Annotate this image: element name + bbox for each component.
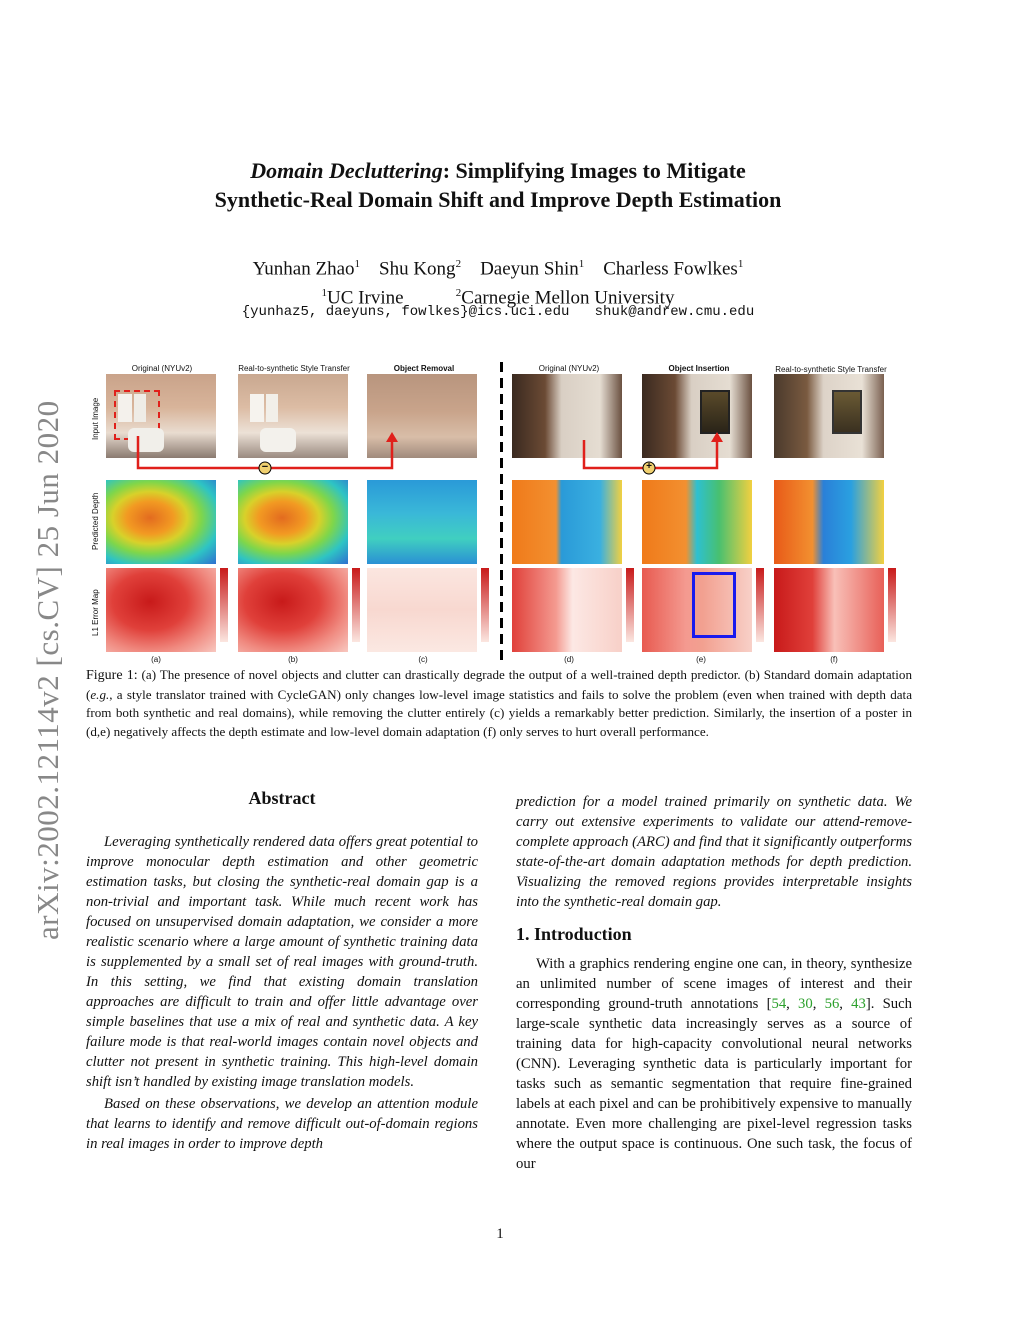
sep: , xyxy=(786,996,799,1012)
caption-text: (a) The presence of novel objects and clutter can drastically degrade the output of a well-trained depth predictor. (b) Standard domain adaptation ( xyxy=(86,667,913,702)
highlight-box xyxy=(692,572,736,638)
abstract-paragraph: Based on these observations, we develop an attention module that learns to identify and remove difficult out-of-domain regions in real images in order to improve depth xyxy=(86,1096,478,1152)
col-head: Real-to-synthetic Style Transfer xyxy=(238,364,350,373)
plus-sign: + xyxy=(646,461,652,472)
error-map-a xyxy=(106,568,216,652)
citation-link[interactable]: 43 xyxy=(851,996,866,1012)
depth-map-a xyxy=(106,480,216,564)
abstract-heading: Abstract xyxy=(248,788,316,808)
col-head: Original (NYUv2) xyxy=(131,364,193,373)
colorbar xyxy=(352,568,360,642)
col-head: Object Insertion xyxy=(668,364,730,373)
author: Yunhan Zhao xyxy=(252,258,355,280)
sep: , xyxy=(839,996,852,1012)
author: Daeyun Shin xyxy=(480,258,579,280)
paper-title xyxy=(150,156,846,214)
title-italic: Domain Decluttering xyxy=(250,158,443,183)
title-line2: Synthetic-Real Domain Shift and Improve Depth Estimation xyxy=(214,187,782,212)
caption-eg: e.g. xyxy=(90,686,110,702)
row-label: L1 Error Map xyxy=(91,589,100,636)
arrow-head xyxy=(711,432,723,442)
arxiv-stamp: arXiv:2002.12114v2 [cs.CV] 25 Jun 2020 xyxy=(30,400,65,940)
intro-text: With a graphics rendering engine one can, in theory, synthesize an unlimited number of scene images of interest and their corresponding ground-truth annotations [ xyxy=(516,956,912,1012)
abstract-continued: prediction for a model trained primarily on synthetic data. We carry out extensive experiments to validate our attend-remove-complete approach (ARC) and find that it significantly outperforms state-of-the-art domain adaptation methods for depth prediction. Visualizing the removed regions provides interpretable insights into the synthetic-real domain gap. xyxy=(516,794,912,910)
citation-link[interactable]: 30 xyxy=(798,996,813,1012)
depth-map-e xyxy=(642,480,752,564)
abstract-paragraph: Leveraging synthetically rendered data offers great potential to improve monocular depth estimation and other geometric estimation tasks, but closing the synthetic-real domain gap is a non-trivial and important task. While much recent work has focused on unsupervised domain adaptation, we consider a more realistic scenario where a large amount of synthetic training data is supplemented by a small set of real images with ground-truth. In this setting, we find that existing domain translation approaches are difficult to train and offer little advantage over simple baselines that use a mix of real and synthetic data. A key failure mode is that real-world images contain novel objects and clutter not present in synthetic training. This high-level domain shift isn’t handled by existing image translation models. xyxy=(86,834,478,1090)
right-column xyxy=(516,792,912,1174)
error-map-b xyxy=(238,568,348,652)
subfig-label: (a) xyxy=(151,655,161,664)
title-rest: : Simplifying Images to Mitigate xyxy=(442,158,746,183)
section-heading: 1. Introduction xyxy=(516,924,632,944)
subfig-label: (f) xyxy=(830,655,838,664)
subfig-label: (c) xyxy=(418,655,428,664)
error-map-c xyxy=(367,568,477,652)
row-label: Predicted Depth xyxy=(91,492,100,550)
depth-map-c xyxy=(367,480,477,564)
col-head: Original (NYUv2) xyxy=(538,364,600,373)
citation-link[interactable]: 54 xyxy=(771,996,787,1012)
error-map-d xyxy=(512,568,622,652)
email: shuk@andrew.cmu.edu xyxy=(594,304,755,320)
error-map-f xyxy=(774,568,884,652)
affiliation: Carnegie Mellon University xyxy=(461,287,675,309)
citation-link[interactable]: 56 xyxy=(824,996,840,1012)
minus-sign: − xyxy=(261,461,269,473)
author-emails xyxy=(150,304,846,320)
colorbar xyxy=(626,568,634,642)
figure-divider xyxy=(500,362,503,664)
colorbar xyxy=(220,568,228,642)
author: Charless Fowlkes xyxy=(603,258,738,280)
figure-1 xyxy=(86,360,912,666)
col-head: Object Removal xyxy=(393,364,455,373)
colorbar xyxy=(481,568,489,642)
colorbar xyxy=(756,568,764,642)
arrow-head xyxy=(386,432,398,442)
caption-text: , a style translator trained with CycleGAN) only changes low-level image statistics and fails to solve the problem (even when trained with depth data from both synthetic and real domains), while removing the clutter entirely (c) yields a remarkably better prediction. Similarly, the insertion of a poster in (d,e) negatively affects the depth estimate and low-level domain adaptation (f) only serves to hurt overall performance. xyxy=(86,686,912,739)
page-number: 1 xyxy=(496,1226,504,1242)
intro-paragraph xyxy=(516,954,912,1174)
email: {yunhaz5, daeyuns, fowlkes}@ics.uci.edu xyxy=(241,304,570,320)
sep: , xyxy=(812,996,825,1012)
col-head: Real-to-synthetic Style Transfer xyxy=(775,365,887,374)
author: Shu Kong xyxy=(379,258,456,280)
affiliation: UC Irvine xyxy=(327,287,404,309)
subfig-label: (d) xyxy=(564,655,574,664)
figure-caption xyxy=(86,666,912,741)
depth-map-f xyxy=(774,480,884,564)
author-block: Yunhan Zhao$^1$ Shu Kong$^2$ Daeyun Shin$^1$ Charless Fowlkes$^1$ $^1$UC Irvine $^2$Carnegie Mellon University xyxy=(252,258,744,309)
subfig-label: (e) xyxy=(696,655,706,664)
subfig-label: (b) xyxy=(288,655,298,664)
row-label: Input Image xyxy=(91,397,100,440)
caption-label: Figure 1: xyxy=(86,668,138,683)
colorbar xyxy=(888,568,896,642)
depth-map-d xyxy=(512,480,622,564)
intro-text: ]. Such large-scale synthetic data increasingly serves as a source of training data for high-capacity convolutional neural networks (CNN). Leveraging synthetic data is particularly important for tasks such as semantic segmentation that require fine-grained labels at each pixel and can be prohibitively expensive to manually annotate. Even more challenging are pixel-level regression tasks where the output space is continuous. One such task, the focus of our xyxy=(516,996,912,1172)
error-map-e xyxy=(642,568,752,652)
abstract-body xyxy=(86,832,478,1156)
depth-map-b xyxy=(238,480,348,564)
